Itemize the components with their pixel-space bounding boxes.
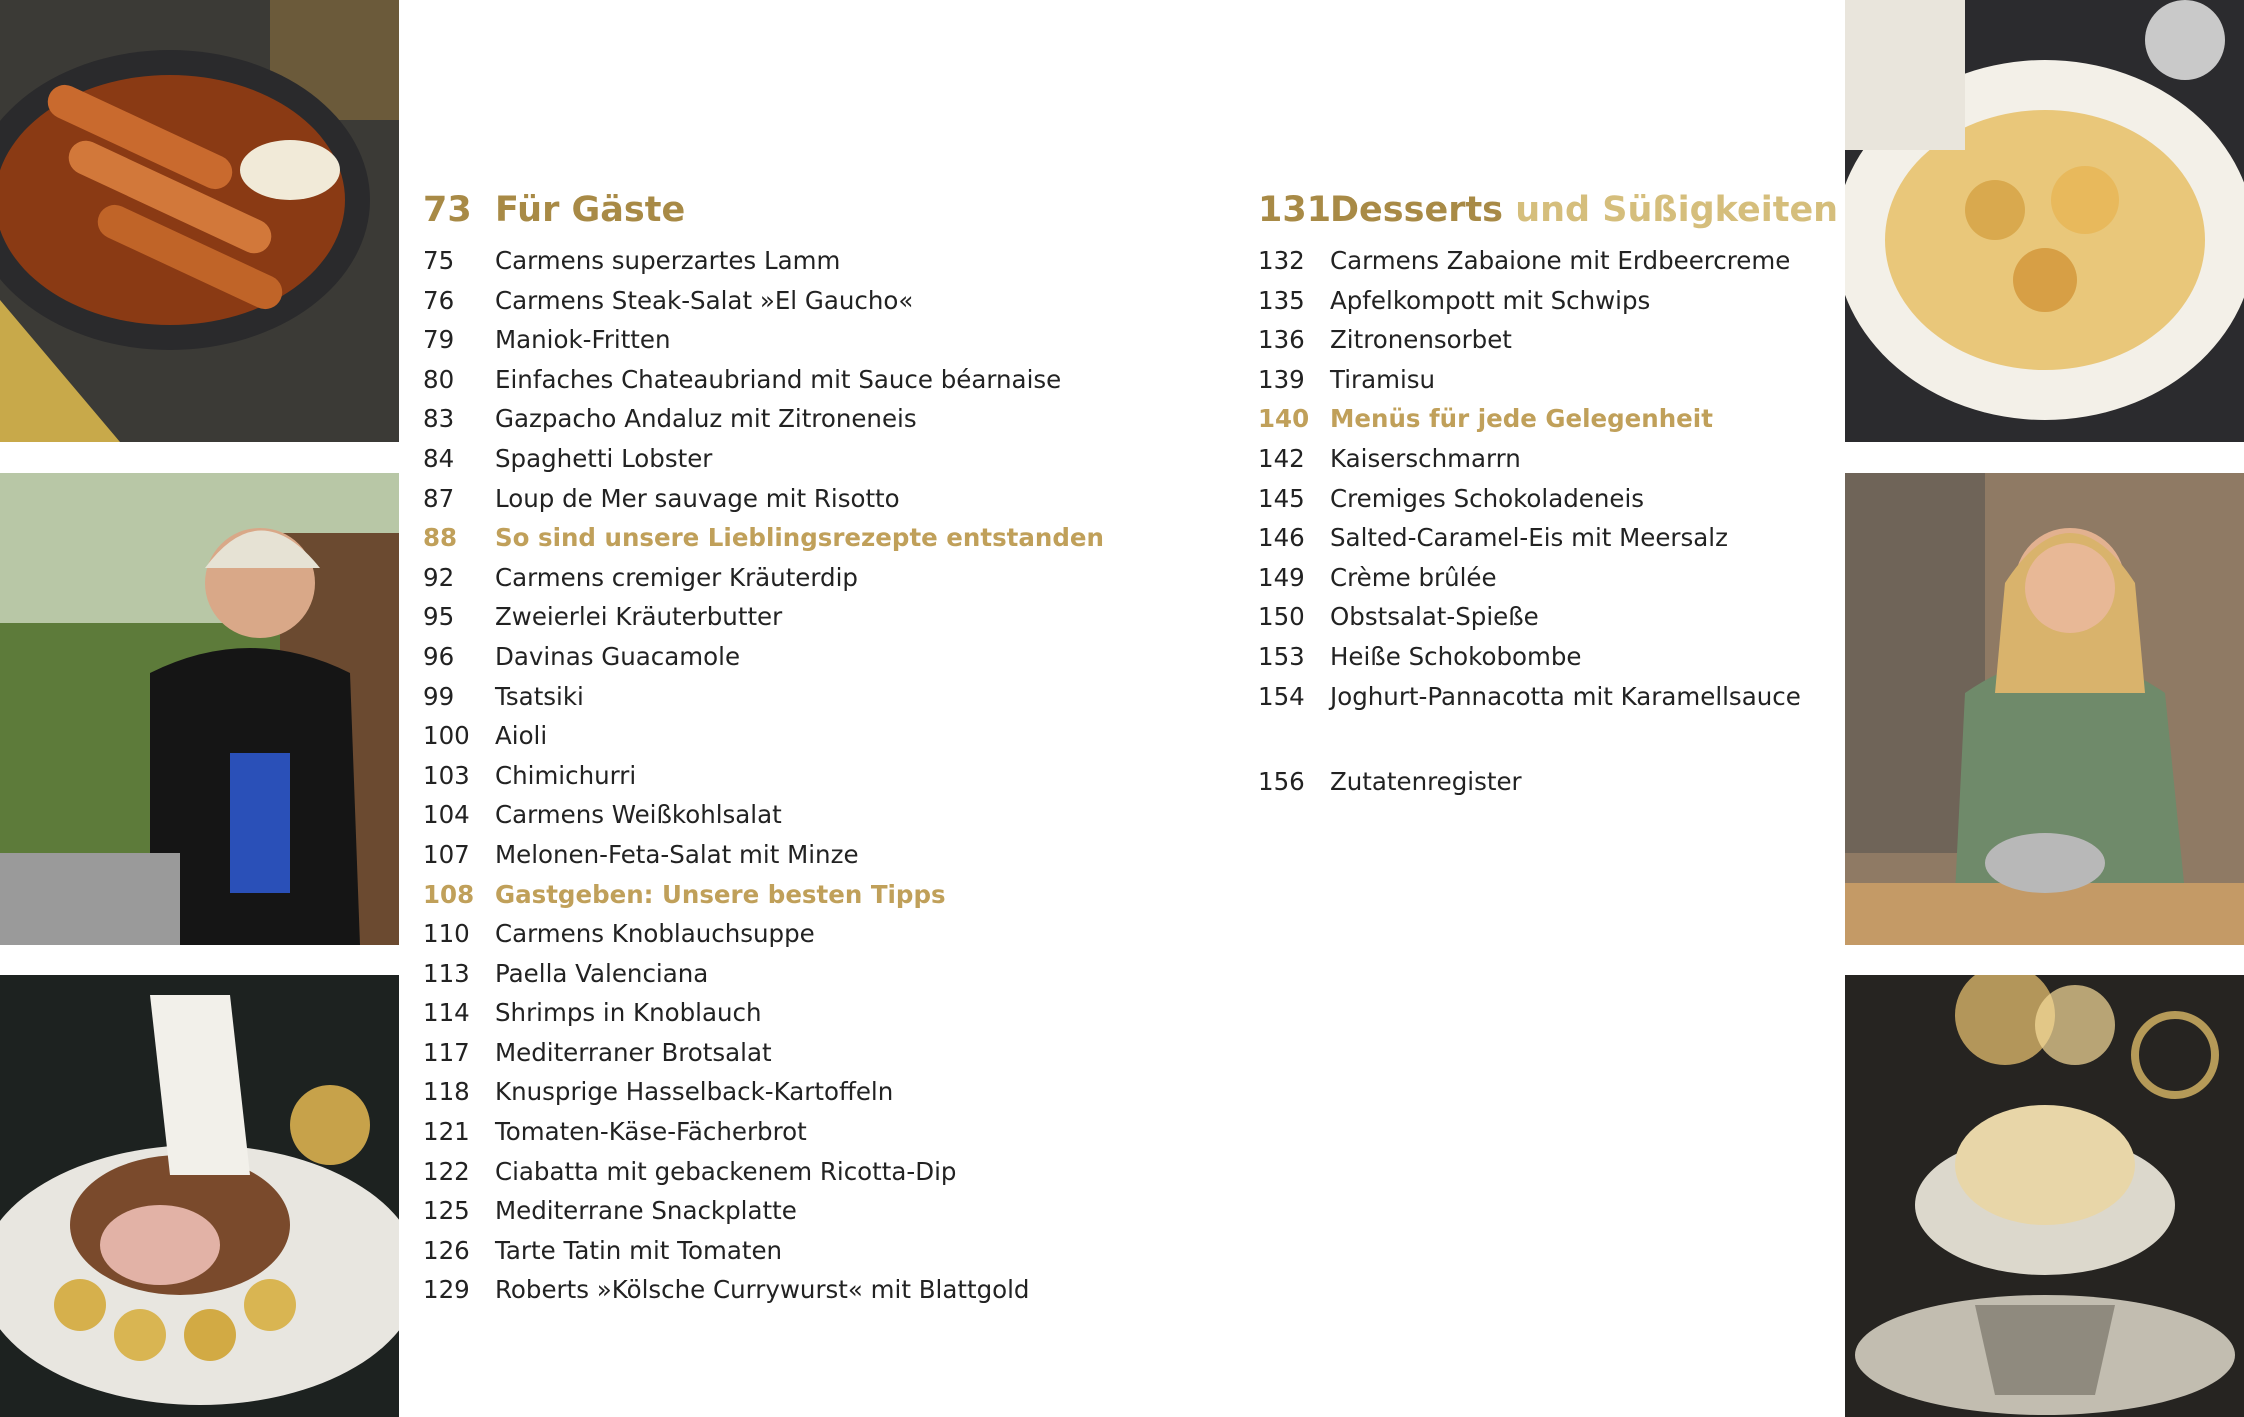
toc-page-number: 125 xyxy=(423,1196,470,1226)
toc-entry-title: Mediterrane Snackplatte xyxy=(495,1196,797,1226)
toc-entry-title: Mediterraner Brotsalat xyxy=(495,1037,772,1067)
toc-entry-feature[interactable] xyxy=(1258,404,1848,444)
section-title-suessigkeiten: Süßigkeiten xyxy=(1602,190,1839,230)
toc-right-column xyxy=(1258,190,1848,807)
toc-entry[interactable] xyxy=(423,919,1013,959)
toc-entry-title: Aioli xyxy=(495,721,548,751)
toc-page-number: 136 xyxy=(1258,325,1305,355)
toc-page-number: 84 xyxy=(423,443,455,473)
photo-man-grilling xyxy=(0,473,399,945)
toc-page-number: 135 xyxy=(1258,285,1305,315)
toc-entry-title: Shrimps in Knoblauch xyxy=(495,998,762,1028)
toc-page-number: 110 xyxy=(423,919,470,949)
toc-page-number: 114 xyxy=(423,998,470,1028)
toc-page-number: 126 xyxy=(423,1235,470,1265)
section-title: Für Gäste xyxy=(495,190,686,230)
toc-entry-title: Paella Valenciana xyxy=(495,958,709,988)
toc-entry[interactable] xyxy=(423,325,1013,365)
section-title-desserts: Desserts xyxy=(1330,190,1504,230)
toc-page-number: 96 xyxy=(423,641,455,671)
toc-entry-title: Tiramisu xyxy=(1330,364,1436,394)
toc-entry[interactable] xyxy=(423,800,1013,840)
toc-page-number: 75 xyxy=(423,246,455,275)
toc-entry[interactable] xyxy=(423,364,1062,405)
toc-entry[interactable] xyxy=(423,404,1013,444)
toc-entry[interactable] xyxy=(423,761,1013,801)
section-title-und: und xyxy=(1515,190,1591,230)
toc-page-number: 80 xyxy=(423,364,455,394)
toc-entry-title: Gastgeben: Unsere besten Tipps xyxy=(495,879,946,909)
toc-entry[interactable] xyxy=(423,642,1013,682)
toc-entry-feature[interactable] xyxy=(423,523,1104,563)
toc-entry[interactable] xyxy=(423,1077,1013,1117)
toc-entry-title: Spaghetti Lobster xyxy=(495,443,713,473)
toc-entry-title: Carmens Zabaione mit Erdbeercreme xyxy=(1330,246,1791,275)
toc-entry[interactable] xyxy=(423,1038,1013,1078)
toc-entry-title: Zitronensorbet xyxy=(1330,325,1512,355)
photo-kaiserschmarrn xyxy=(1845,0,2244,442)
toc-entry-title: Apfelkompott mit Schwips xyxy=(1330,285,1651,315)
toc-entry-title: Crème brûlée xyxy=(1330,562,1497,592)
toc-entry[interactable] xyxy=(1258,484,1848,524)
toc-entry[interactable] xyxy=(423,246,1013,286)
photo-currywurst xyxy=(0,0,399,442)
toc-entry[interactable] xyxy=(423,1157,1013,1197)
toc-page-number: 113 xyxy=(423,958,470,988)
toc-entry-title: Einfaches Chateaubriand mit Sauce béarnaise xyxy=(495,364,1062,394)
toc-page-number: 118 xyxy=(423,1077,470,1107)
toc-page-number: 122 xyxy=(423,1156,470,1186)
photo-roast xyxy=(0,975,399,1417)
toc-page-number: 139 xyxy=(1258,364,1305,394)
toc-entry-title: So sind unsere Lieblingsrezepte entstanden xyxy=(495,523,1104,553)
toc-entry-title: Carmens Steak-Salat »El Gaucho« xyxy=(495,285,914,315)
toc-entry-title: Roberts »Kölsche Currywurst« mit Blattgold xyxy=(495,1275,1030,1305)
toc-entry[interactable] xyxy=(423,484,1013,524)
toc-entry[interactable] xyxy=(1258,246,1848,286)
toc-entry-title: Carmens Weißkohlsalat xyxy=(495,800,782,830)
section-page-number: 131 xyxy=(1258,190,1332,230)
toc-entry[interactable] xyxy=(423,1117,1013,1157)
toc-entry-title: Carmens Knoblauchsuppe xyxy=(495,919,815,949)
toc-entry-title: Heiße Schokobombe xyxy=(1330,641,1582,671)
toc-page-number: 104 xyxy=(423,800,470,830)
toc-entry[interactable] xyxy=(423,998,1013,1038)
toc-entry[interactable] xyxy=(423,721,1013,761)
photo-dessert-sparkler xyxy=(1845,975,2244,1417)
toc-page-number: 100 xyxy=(423,721,470,751)
toc-entry[interactable] xyxy=(1258,444,1848,484)
toc-entry-title: Davinas Guacamole xyxy=(495,641,741,671)
toc-entry[interactable] xyxy=(423,1275,1030,1315)
toc-page-number: 153 xyxy=(1258,641,1305,671)
section-heading-fuer-gaeste xyxy=(423,190,1013,242)
toc-entry-title: Melonen-Feta-Salat mit Minze xyxy=(495,839,859,869)
toc-entry-title: Loup de Mer sauvage mit Risotto xyxy=(495,483,900,513)
toc-entry-title: Maniok-Fritten xyxy=(495,325,671,355)
toc-page-number: 121 xyxy=(423,1117,470,1147)
toc-entry[interactable] xyxy=(1258,523,1848,563)
toc-entry-title: Ciabatta mit gebackenem Ricotta-Dip xyxy=(495,1156,957,1186)
toc-page-number: 142 xyxy=(1258,443,1305,473)
toc-left-column xyxy=(423,190,1104,1315)
toc-page-number: 146 xyxy=(1258,523,1305,553)
toc-entry[interactable] xyxy=(1258,563,1848,603)
toc-entry[interactable] xyxy=(1258,365,1848,405)
toc-entry-feature[interactable] xyxy=(423,880,1013,920)
toc-entry-title: Cremiges Schokoladeneis xyxy=(1330,483,1645,513)
section-heading-desserts xyxy=(1258,190,1848,242)
toc-page-number: 156 xyxy=(1258,767,1305,797)
toc-entry-title: Carmens superzartes Lamm xyxy=(495,246,841,275)
toc-entry-title: Kaiserschmarrn xyxy=(1330,443,1521,473)
toc-page-number: 92 xyxy=(423,562,455,592)
toc-page-number: 149 xyxy=(1258,562,1305,592)
toc-page-number: 88 xyxy=(423,523,458,553)
toc-entry-index[interactable] xyxy=(1258,767,1848,807)
toc-list xyxy=(1258,246,1848,721)
toc-page-number: 140 xyxy=(1258,404,1310,434)
toc-entry[interactable] xyxy=(1258,602,1848,642)
toc-page-number: 108 xyxy=(423,879,475,909)
toc-entry[interactable] xyxy=(423,1236,1013,1276)
toc-entry-title: Salted-Caramel-Eis mit Meersalz xyxy=(1330,523,1728,553)
toc-entry-title: Knusprige Hasselback-Kartoffeln xyxy=(495,1077,894,1107)
toc-page-number: 95 xyxy=(423,602,455,632)
toc-page-number: 87 xyxy=(423,483,455,513)
toc-entry-title: Joghurt-Pannacotta mit Karamellsauce xyxy=(1330,681,1801,711)
toc-list xyxy=(423,246,1104,1315)
toc-entry[interactable] xyxy=(423,286,1013,326)
toc-page-number: 107 xyxy=(423,839,470,869)
toc-entry-title: Carmens cremiger Kräuterdip xyxy=(495,562,858,592)
toc-entry[interactable] xyxy=(1258,642,1848,682)
toc-entry-title: Gazpacho Andaluz mit Zitroneneis xyxy=(495,404,917,434)
toc-entry-title: Chimichurri xyxy=(495,760,637,790)
toc-page-number: 76 xyxy=(423,285,455,315)
section-page-number: 73 xyxy=(423,190,472,230)
toc-entry[interactable] xyxy=(423,682,1013,722)
toc-page-number: 150 xyxy=(1258,602,1305,632)
toc-entry-title: Tarte Tatin mit Tomaten xyxy=(495,1235,783,1265)
toc-entry[interactable] xyxy=(423,563,1013,603)
toc-page-number: 117 xyxy=(423,1037,470,1067)
toc-entry-title: Tomaten-Käse-Fächerbrot xyxy=(495,1117,807,1147)
toc-entry-title: Zweierlei Kräuterbutter xyxy=(495,602,783,632)
toc-entry-title: Zutatenregister xyxy=(1330,767,1522,797)
photo-woman-cooking xyxy=(1845,473,2244,945)
toc-entry[interactable] xyxy=(423,602,1013,642)
toc-entry[interactable] xyxy=(423,840,1013,880)
toc-entry-title: Tsatsiki xyxy=(495,681,584,711)
toc-entry-title: Obstsalat-Spieße xyxy=(1330,602,1539,632)
toc-entry[interactable] xyxy=(1258,325,1848,365)
toc-page-number: 132 xyxy=(1258,246,1305,275)
toc-page-number: 79 xyxy=(423,325,455,355)
toc-page-number: 145 xyxy=(1258,483,1305,513)
toc-page-number: 103 xyxy=(423,760,470,790)
toc-entry[interactable] xyxy=(423,444,1013,484)
toc-page-number: 129 xyxy=(423,1275,470,1305)
toc-entry[interactable] xyxy=(423,959,1013,999)
toc-entry[interactable] xyxy=(1258,682,1848,722)
toc-entry[interactable] xyxy=(423,1196,1013,1236)
toc-page-number: 83 xyxy=(423,404,455,434)
toc-entry-title: Menüs für jede Gelegenheit xyxy=(1330,404,1713,434)
toc-entry[interactable] xyxy=(1258,286,1848,326)
toc-page-number: 154 xyxy=(1258,681,1305,711)
toc-page-number: 99 xyxy=(423,681,455,711)
